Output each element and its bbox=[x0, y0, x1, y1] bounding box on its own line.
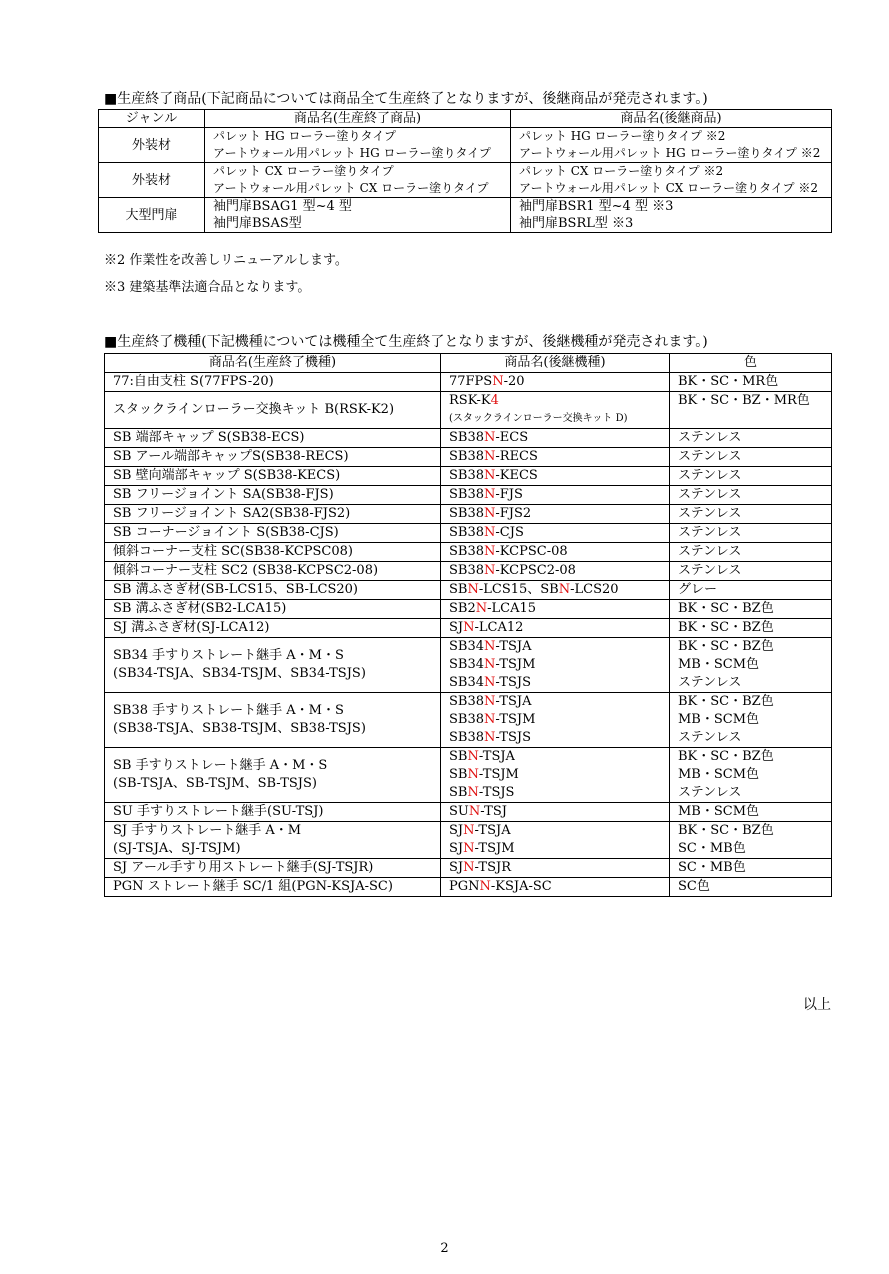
code-part: SB38 bbox=[449, 430, 485, 445]
cell-line: アートウォール用パレット HG ローラー塗りタイプ bbox=[213, 146, 491, 160]
color-cell bbox=[670, 600, 832, 619]
cell-line: SJ 溝ふさぎ材(SJ-LCA12) bbox=[113, 620, 270, 635]
color-cell bbox=[670, 581, 832, 600]
model-code bbox=[449, 562, 669, 580]
cell-line: SB38 手すりストレート継手 A・M・S bbox=[113, 703, 344, 718]
note-3: ※3 建築基準法適合品となります。 bbox=[104, 280, 311, 295]
code-part: -LCA15 bbox=[487, 601, 537, 616]
code-part: -KCPSC2-08 bbox=[495, 563, 576, 578]
code-part: -KSJA-SC bbox=[490, 879, 552, 894]
genre-cell: 外装材 bbox=[99, 163, 205, 198]
section1-title: ■生産終了商品(下記商品については商品全て生産終了となりますが、後継商品が発売されます。) bbox=[104, 91, 708, 107]
model-code bbox=[449, 543, 669, 561]
cell-line: 袖門扉BSR1 型~4 型 ※3 bbox=[519, 199, 674, 214]
code-part: -20 bbox=[503, 374, 525, 389]
changed-char: N bbox=[479, 879, 491, 894]
code-part: SB bbox=[449, 582, 468, 597]
new-model-cell bbox=[441, 429, 670, 448]
code-part: SB38 bbox=[449, 730, 485, 745]
cell-line: ステンレス bbox=[678, 675, 742, 690]
model-code bbox=[449, 619, 669, 637]
table-row bbox=[105, 803, 832, 822]
changed-char: N bbox=[484, 675, 496, 690]
header-old-model: 商品名(生産終了機種) bbox=[105, 354, 441, 373]
cell-line: BK・SC・BZ色 bbox=[678, 601, 774, 616]
code-part: -TSJS bbox=[495, 675, 532, 690]
code-part: SB34 bbox=[449, 639, 485, 654]
color-cell bbox=[670, 429, 832, 448]
cell-line: SB 壁向端部キャップ S(SB38-KECS) bbox=[113, 468, 341, 483]
cell-line: SJ アール手すり用ストレート継手(SJ-TSJR) bbox=[113, 860, 374, 875]
model-note: (スタックラインローラー交換キット D) bbox=[449, 413, 628, 424]
cell-line: アートウォール用パレット HG ローラー塗りタイプ ※2 bbox=[519, 146, 821, 160]
old-model-cell bbox=[105, 486, 441, 505]
changed-char: N bbox=[475, 601, 488, 616]
new-model-cell bbox=[441, 467, 670, 486]
old-model-cell bbox=[105, 693, 441, 748]
table-row bbox=[99, 198, 832, 233]
model-code bbox=[449, 656, 669, 674]
color-cell bbox=[670, 822, 832, 859]
code-part: SB bbox=[449, 767, 468, 782]
new-product-cell bbox=[511, 198, 832, 233]
old-model-cell bbox=[105, 638, 441, 693]
old-model-cell bbox=[105, 619, 441, 638]
old-model-cell bbox=[105, 562, 441, 581]
new-model-cell bbox=[441, 562, 670, 581]
color-cell bbox=[670, 448, 832, 467]
cell-line: (SB34-TSJA、SB34-TSJM、SB34-TSJS) bbox=[113, 666, 366, 681]
changed-char: N bbox=[484, 544, 496, 559]
code-part: -TSJA bbox=[495, 639, 532, 654]
code-part: SB38 bbox=[449, 487, 485, 502]
old-product-cell bbox=[205, 198, 511, 233]
color-cell bbox=[670, 543, 832, 562]
cell-line: SB フリージョイント SA2(SB38-FJS2) bbox=[113, 506, 351, 521]
discontinued-models-table bbox=[104, 353, 832, 897]
cell-line: SB 溝ふさぎ材(SB2-LCA15) bbox=[113, 601, 287, 616]
cell-line: MB・SCM色 bbox=[678, 767, 760, 782]
model-code bbox=[449, 878, 669, 896]
code-part: -FJS bbox=[495, 487, 523, 502]
code-part: SU bbox=[449, 804, 469, 819]
model-code bbox=[449, 729, 669, 747]
code-part: -TSJA bbox=[474, 823, 511, 838]
table-row bbox=[99, 128, 832, 163]
closing-text: 以上 bbox=[803, 997, 831, 1013]
changed-char: N bbox=[484, 639, 496, 654]
cell-line: SB アール端部キャップS(SB38-RECS) bbox=[113, 449, 349, 464]
table-row bbox=[105, 581, 832, 600]
changed-char: N bbox=[484, 694, 496, 709]
color-cell bbox=[670, 373, 832, 392]
old-model-cell bbox=[105, 373, 441, 392]
model-code bbox=[449, 581, 669, 599]
model-code bbox=[449, 392, 669, 410]
code-part: PGN bbox=[449, 879, 480, 894]
color-cell bbox=[670, 524, 832, 543]
new-product-cell bbox=[511, 163, 832, 198]
changed-char: N bbox=[467, 582, 479, 597]
old-model-cell bbox=[105, 803, 441, 822]
cell-line: BK・SC・BZ色 bbox=[678, 823, 774, 838]
genre-cell: 外装材 bbox=[99, 128, 205, 163]
table-row bbox=[105, 543, 832, 562]
code-part: -TSJS bbox=[478, 785, 515, 800]
new-model-cell bbox=[441, 619, 670, 638]
new-model-cell bbox=[441, 524, 670, 543]
table-row bbox=[105, 373, 832, 392]
cell-line: BK・SC・MR色 bbox=[678, 374, 779, 389]
cell-line: SU 手すりストレート継手(SU-TSJ) bbox=[113, 804, 324, 819]
model-code bbox=[449, 840, 669, 858]
cell-line: PGN ストレート継手 SC/1 組(PGN-KSJA-SC) bbox=[113, 879, 393, 894]
code-part: SB34 bbox=[449, 675, 485, 690]
color-cell bbox=[670, 803, 832, 822]
new-model-cell bbox=[441, 638, 670, 693]
header-genre: ジャンル bbox=[99, 110, 205, 128]
section2-title: ■生産終了機種(下記機種については機種全て生産終了となりますが、後継機種が発売されます。) bbox=[104, 334, 708, 350]
model-code bbox=[449, 373, 669, 391]
model-code bbox=[449, 486, 669, 504]
changed-char: N bbox=[484, 430, 496, 445]
model-code bbox=[449, 600, 669, 618]
new-model-cell bbox=[441, 878, 670, 897]
cell-line: ステンレス bbox=[678, 785, 742, 800]
code-part: -TSJM bbox=[495, 712, 536, 727]
code-part: SB38 bbox=[449, 506, 485, 521]
old-model-cell bbox=[105, 878, 441, 897]
model-code bbox=[449, 859, 669, 877]
code-part: SB38 bbox=[449, 525, 485, 540]
cell-line: 袖門扉BSAS型 bbox=[213, 216, 302, 231]
new-model-cell bbox=[441, 543, 670, 562]
model-code bbox=[449, 711, 669, 729]
model-code bbox=[449, 674, 669, 692]
code-part: -TSJ bbox=[480, 804, 507, 819]
changed-char: N bbox=[492, 374, 504, 389]
table-row bbox=[105, 693, 832, 748]
new-model-cell bbox=[441, 803, 670, 822]
code-part: RSK-K bbox=[449, 393, 491, 408]
code-part: SB38 bbox=[449, 712, 485, 727]
code-part: SB38 bbox=[449, 694, 485, 709]
new-model-cell bbox=[441, 693, 670, 748]
old-model-cell bbox=[105, 524, 441, 543]
cell-line: ステンレス bbox=[678, 430, 742, 445]
code-part: -KCPSC-08 bbox=[495, 544, 568, 559]
cell-line: パレット CX ローラー塗りタイプ bbox=[213, 164, 394, 178]
model-code bbox=[449, 784, 669, 802]
cell-line: ステンレス bbox=[678, 730, 742, 745]
code-part: -RECS bbox=[495, 449, 538, 464]
cell-line: ステンレス bbox=[678, 468, 742, 483]
cell-line: BK・SC・BZ色 bbox=[678, 639, 774, 654]
code-part: SB34 bbox=[449, 657, 485, 672]
cell-line: ステンレス bbox=[678, 544, 742, 559]
changed-char: N bbox=[484, 730, 496, 745]
color-cell bbox=[670, 878, 832, 897]
new-model-cell bbox=[441, 822, 670, 859]
changed-char: N bbox=[467, 749, 479, 764]
color-cell bbox=[670, 467, 832, 486]
changed-char: N bbox=[484, 506, 496, 521]
model-code bbox=[449, 803, 669, 821]
cell-line: アートウォール用パレット CX ローラー塗りタイプ bbox=[213, 181, 489, 195]
new-model-cell bbox=[441, 392, 670, 429]
color-cell bbox=[670, 505, 832, 524]
code-part: SB38 bbox=[449, 449, 485, 464]
changed-char: N bbox=[558, 582, 571, 597]
code-part: SB38 bbox=[449, 544, 485, 559]
code-part: SB38 bbox=[449, 563, 485, 578]
cell-line: (SJ-TSJA、SJ-TSJM) bbox=[113, 841, 241, 856]
code-part: SB2 bbox=[449, 601, 476, 616]
code-part: SB bbox=[449, 785, 468, 800]
cell-line: ステンレス bbox=[678, 506, 742, 521]
new-product-cell bbox=[511, 128, 832, 163]
old-product-cell bbox=[205, 128, 511, 163]
cell-line: SJ 手すりストレート継手 A・M bbox=[113, 823, 302, 838]
cell-line: MB・SCM色 bbox=[678, 804, 760, 819]
changed-char: N bbox=[463, 823, 475, 838]
color-cell bbox=[670, 748, 832, 803]
table-row bbox=[99, 163, 832, 198]
cell-line: (SB38-TSJA、SB38-TSJM、SB38-TSJS) bbox=[113, 721, 366, 736]
changed-char: N bbox=[484, 563, 496, 578]
code-part: -LCA12 bbox=[474, 620, 524, 635]
cell-line: BK・SC・BZ色 bbox=[678, 620, 774, 635]
cell-line: パレット HG ローラー塗りタイプ ※2 bbox=[519, 129, 726, 143]
discontinued-products-table bbox=[98, 109, 832, 233]
table-row bbox=[105, 524, 832, 543]
cell-line: SB34 手すりストレート継手 A・M・S bbox=[113, 648, 344, 663]
table-row bbox=[105, 486, 832, 505]
code-part: -TSJM bbox=[474, 841, 515, 856]
code-part: -KECS bbox=[495, 468, 538, 483]
old-model-cell bbox=[105, 581, 441, 600]
changed-char: N bbox=[463, 841, 475, 856]
new-model-cell bbox=[441, 600, 670, 619]
header-new-product: 商品名(後継商品) bbox=[511, 110, 832, 128]
model-code bbox=[449, 638, 669, 656]
header-color: 色 bbox=[670, 354, 832, 373]
cell-line: ステンレス bbox=[678, 525, 742, 540]
table-row bbox=[105, 638, 832, 693]
cell-line: (SB-TSJA、SB-TSJM、SB-TSJS) bbox=[113, 776, 318, 791]
cell-line: ステンレス bbox=[678, 487, 742, 502]
table-row bbox=[105, 392, 832, 429]
cell-line: MB・SCM色 bbox=[678, 657, 760, 672]
code-part: -TSJM bbox=[495, 657, 536, 672]
cell-line: ステンレス bbox=[678, 563, 742, 578]
cell-line: SB 端部キャップ S(SB38-ECS) bbox=[113, 430, 305, 445]
table-row bbox=[105, 878, 832, 897]
table-row bbox=[105, 748, 832, 803]
old-model-cell bbox=[105, 505, 441, 524]
cell-line: SC・MB色 bbox=[678, 860, 746, 875]
cell-line: パレット CX ローラー塗りタイプ ※2 bbox=[519, 164, 724, 178]
changed-char: N bbox=[484, 487, 496, 502]
model-code bbox=[449, 429, 669, 447]
code-part: SJ bbox=[449, 841, 464, 856]
cell-line: グレー bbox=[678, 582, 718, 597]
cell-line: SB フリージョイント SA(SB38-FJS) bbox=[113, 487, 334, 502]
code-part: SB38 bbox=[449, 468, 485, 483]
table-row bbox=[105, 505, 832, 524]
genre-cell: 大型門扉 bbox=[99, 198, 205, 233]
cell-line: 袖門扉BSRL型 ※3 bbox=[519, 216, 634, 231]
code-part: 77FPS bbox=[449, 374, 493, 389]
cell-line: 77:自由支柱 S(77FPS-20) bbox=[113, 374, 274, 389]
cell-line: BK・SC・BZ色 bbox=[678, 749, 774, 764]
old-model-cell bbox=[105, 467, 441, 486]
table-row bbox=[105, 619, 832, 638]
code-part: -TSJR bbox=[474, 860, 512, 875]
changed-char: N bbox=[484, 468, 496, 483]
page-number: 2 bbox=[440, 1241, 449, 1256]
note-2: ※2 作業性を改善しリニューアルします。 bbox=[104, 253, 348, 268]
color-cell bbox=[670, 693, 832, 748]
model-code bbox=[449, 524, 669, 542]
code-part: -TSJA bbox=[495, 694, 532, 709]
table-row bbox=[105, 562, 832, 581]
cell-line: SB 溝ふさぎ材(SB-LCS15、SB-LCS20) bbox=[113, 582, 358, 597]
new-model-cell bbox=[441, 748, 670, 803]
code-part: SJ bbox=[449, 620, 464, 635]
cell-line: SC色 bbox=[678, 879, 710, 894]
table-row bbox=[105, 859, 832, 878]
cell-line: BK・SC・BZ・MR色 bbox=[678, 393, 810, 408]
model-code bbox=[449, 766, 669, 784]
new-model-cell bbox=[441, 448, 670, 467]
cell-line: アートウォール用パレット CX ローラー塗りタイプ ※2 bbox=[519, 181, 819, 195]
code-part: -LCS20 bbox=[570, 582, 619, 597]
old-product-cell bbox=[205, 163, 511, 198]
cell-line: SB 手すりストレート継手 A・M・S bbox=[113, 758, 328, 773]
code-part: -FJS2 bbox=[495, 506, 532, 521]
table-row bbox=[105, 600, 832, 619]
model-code bbox=[449, 467, 669, 485]
code-part: -LCS15、SB bbox=[478, 582, 559, 597]
new-model-cell bbox=[441, 486, 670, 505]
changed-char: N bbox=[468, 804, 481, 819]
color-cell bbox=[670, 486, 832, 505]
new-model-cell bbox=[441, 581, 670, 600]
color-cell bbox=[670, 859, 832, 878]
cell-line: MB・SCM色 bbox=[678, 712, 760, 727]
changed-char: N bbox=[463, 860, 475, 875]
cell-line: スタックラインローラー交換キット B(RSK-K2) bbox=[113, 402, 395, 417]
code-part: -TSJM bbox=[478, 767, 519, 782]
changed-char: N bbox=[484, 449, 496, 464]
old-model-cell bbox=[105, 600, 441, 619]
old-model-cell bbox=[105, 748, 441, 803]
old-model-cell bbox=[105, 859, 441, 878]
model-code bbox=[449, 748, 669, 766]
old-model-cell bbox=[105, 822, 441, 859]
new-model-cell bbox=[441, 505, 670, 524]
color-cell bbox=[670, 619, 832, 638]
color-cell bbox=[670, 638, 832, 693]
color-cell bbox=[670, 392, 832, 429]
model-code bbox=[449, 448, 669, 466]
cell-line: ステンレス bbox=[678, 449, 742, 464]
cell-line: BK・SC・BZ色 bbox=[678, 694, 774, 709]
code-part: -CJS bbox=[495, 525, 524, 540]
table-row bbox=[105, 429, 832, 448]
model-code bbox=[449, 693, 669, 711]
new-model-cell bbox=[441, 859, 670, 878]
cell-line: 袖門扉BSAG1 型~4 型 bbox=[213, 199, 352, 214]
model-code bbox=[449, 505, 669, 523]
changed-char: N bbox=[467, 785, 479, 800]
old-model-cell bbox=[105, 392, 441, 429]
new-model-cell bbox=[441, 373, 670, 392]
code-part: -ECS bbox=[495, 430, 529, 445]
changed-char: N bbox=[467, 767, 479, 782]
changed-char: N bbox=[484, 525, 496, 540]
changed-char: N bbox=[484, 657, 496, 672]
table-row bbox=[105, 448, 832, 467]
model-code bbox=[449, 822, 669, 840]
header-old-product: 商品名(生産終了商品) bbox=[205, 110, 511, 128]
cell-line: 傾斜コーナー支柱 SC2 (SB38-KCPSC2-08) bbox=[113, 563, 379, 578]
table-row bbox=[105, 822, 832, 859]
cell-line: 傾斜コーナー支柱 SC(SB38-KCPSC08) bbox=[113, 544, 353, 559]
color-cell bbox=[670, 562, 832, 581]
table-row bbox=[105, 467, 832, 486]
code-part: SB bbox=[449, 749, 468, 764]
code-part: -TSJS bbox=[495, 730, 532, 745]
cell-line: SC・MB色 bbox=[678, 841, 746, 856]
code-part: SJ bbox=[449, 823, 464, 838]
code-part: SJ bbox=[449, 860, 464, 875]
header-new-model: 商品名(後継機種) bbox=[441, 354, 670, 373]
changed-char: 4 bbox=[490, 393, 499, 408]
cell-line: パレット HG ローラー塗りタイプ bbox=[213, 129, 396, 143]
cell-line: SB コーナージョイント S(SB38-CJS) bbox=[113, 525, 339, 540]
changed-char: N bbox=[484, 712, 496, 727]
old-model-cell bbox=[105, 448, 441, 467]
code-part: -TSJA bbox=[478, 749, 515, 764]
changed-char: N bbox=[463, 620, 475, 635]
old-model-cell bbox=[105, 543, 441, 562]
old-model-cell bbox=[105, 429, 441, 448]
